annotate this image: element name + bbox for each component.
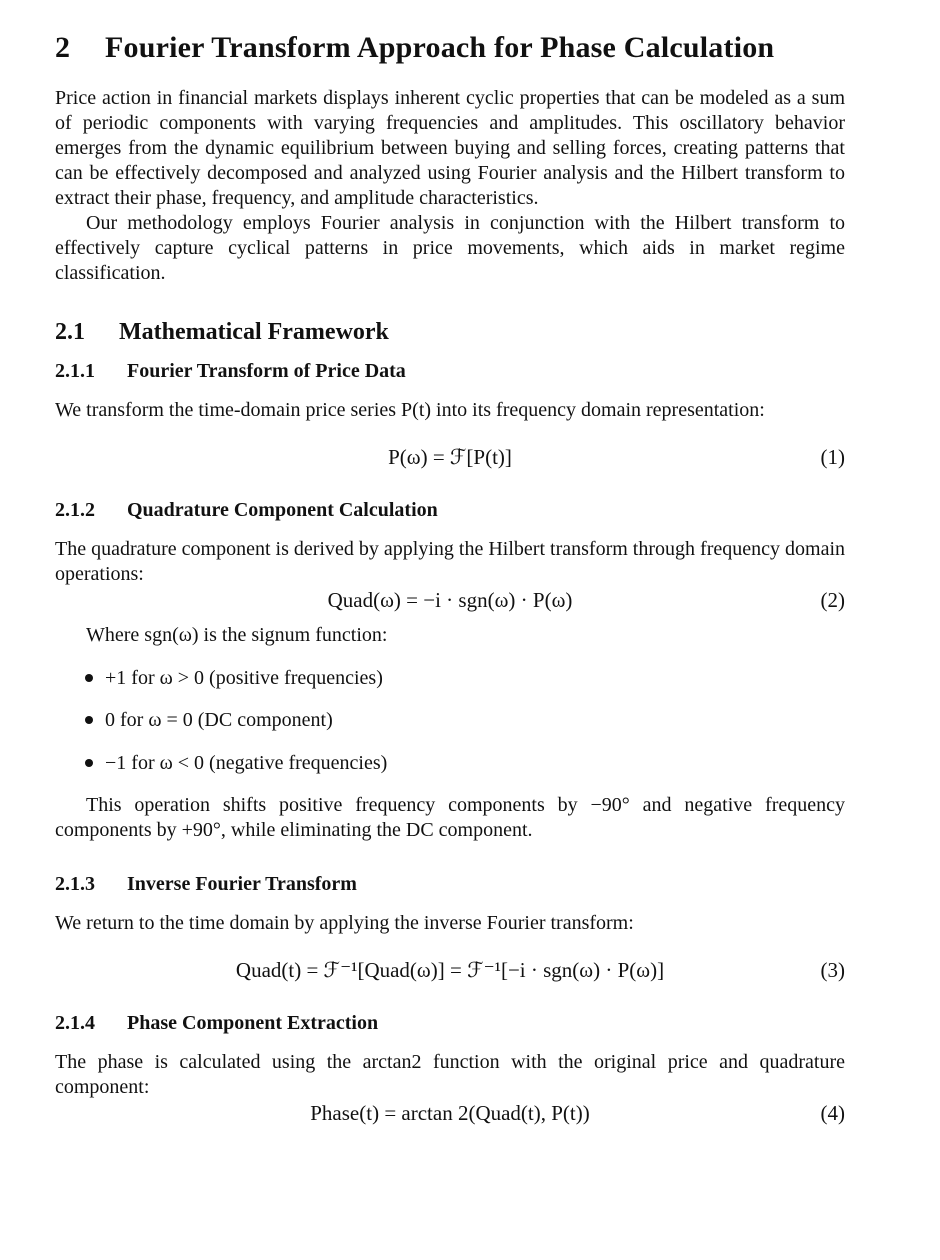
equation-2 [55,586,845,614]
section-heading [55,30,845,66]
equation-1-formula: P(ω) = ℱ[P(t)] [388,445,512,469]
subsubsection-title-3: Inverse Fourier Transform [127,873,357,895]
bullet-text: 0 for ω = 0 (DC component) [105,709,333,731]
inverse-intro-text: We return to the time domain by applying the inverse Fourier transform: [55,912,634,934]
subsubsection-number-2: 2.1.2 [55,499,95,521]
phase-intro-text: The phase is calculated using the arctan2 function with the original price and quadrature component: [55,1051,845,1098]
subsubsection-title-2: Quadrature Component Calculation [127,499,438,521]
phase-shift-text: This operation shifts positive frequency components by −90° and negative frequency components by +90°, while eliminating the DC component. [55,794,845,841]
subsubsection-title-1: Fourier Transform of Price Data [127,360,406,382]
equation-4-number: (4) [820,1101,845,1125]
bullet-icon [85,759,93,767]
fourier-intro-text: We transform the time-domain price series P(t) into its frequency domain representation: [55,399,765,421]
bullet-icon [85,674,93,682]
equation-1-number: (1) [820,445,845,469]
section-title: Fourier Transform Approach for Phase Calculation [105,31,775,64]
subsection-title: Mathematical Framework [119,319,389,345]
equation-3-number: (3) [820,958,845,982]
list-item [85,708,333,733]
subsubsection-heading-3 [55,871,845,897]
list-item [85,666,383,691]
equation-2-formula: Quad(ω) = −i · sgn(ω) · P(ω) [327,588,573,612]
subsubsection-number-3: 2.1.3 [55,873,95,895]
subsubsection-title-4: Phase Component Extraction [127,1012,379,1034]
equation-4-formula: Phase(t) = arctan 2(Quad(t), P(t)) [310,1101,590,1125]
signum-intro-text: Where sgn(ω) is the signum function: [86,624,388,646]
equation-3 [55,956,845,984]
section-number: 2 [55,31,71,64]
equation-4 [55,1099,845,1127]
subsubsection-number-4: 2.1.4 [55,1012,95,1034]
equation-2-number: (2) [820,588,845,612]
subsection-number: 2.1 [55,319,85,345]
subsubsection-heading-4 [55,1010,845,1036]
subsection-heading [55,317,845,347]
bullet-text: −1 for ω < 0 (negative frequencies) [105,752,388,774]
equation-1 [55,443,845,471]
subsubsection-number-1: 2.1.1 [55,360,95,382]
bullet-text: +1 for ω > 0 (positive frequencies) [105,667,383,689]
bullet-icon [85,716,93,724]
intro-paragraph-2: Our methodology employs Fourier analysis in conjunction with the Hilbert transform to effectively capture cyclical patterns in price movements, which aids in market regime classification. [55,212,845,284]
intro-paragraph-1: Price action in financial markets displays inherent cyclic properties that can be modeled as a sum of periodic components with varying frequencies and amplitudes. This oscillatory behavior emerges from the dynamic equilibrium between buying and selling forces, creating patterns that can be effectively decomposed and analyzed using Fourier analysis and the Hilbert transform to extract their phase, frequency, and amplitude characteristics. [55,87,845,209]
quadrature-intro-text: The quadrature component is derived by applying the Hilbert transform through frequency domain operations: [55,538,845,585]
equation-3-formula: Quad(t) = ℱ⁻¹[Quad(ω)] = ℱ⁻¹[−i · sgn(ω) · P(ω)] [235,958,665,982]
subsubsection-heading-2 [55,497,845,523]
list-item [85,751,387,776]
subsubsection-heading-1 [55,358,845,384]
